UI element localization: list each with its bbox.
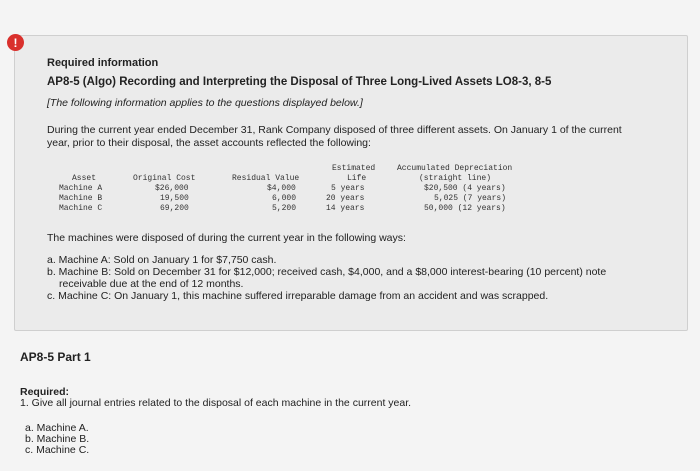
info-note: [The following information applies to the questions displayed below.] [47, 97, 363, 109]
table-row-cost: 19,500 [160, 194, 189, 203]
machine-c-link[interactable]: c. Machine C. [25, 444, 90, 456]
table-row-accum: 5,025 (7 years) [434, 194, 507, 203]
part-heading: AP8-5 Part 1 [20, 350, 91, 364]
table-row-accum: $20,500 (4 years) [424, 184, 506, 193]
header-accumulated-depreciation: Accumulated Depreciation [397, 164, 513, 173]
header-original-cost: Original Cost [133, 174, 196, 183]
table-row-residual: 5,200 [272, 204, 297, 213]
table-row-life: 14 years [326, 204, 365, 213]
table-row-life: 20 years [326, 194, 365, 203]
disposal-item-a: a. Machine A: Sold on January 1 for $7,750 cash. [47, 254, 277, 266]
header-residual-value: Residual Value [232, 174, 300, 183]
required-label: Required: [20, 386, 70, 398]
table-row-accum: 50,000 (12 years) [424, 204, 506, 213]
disposal-item-b: b. Machine B: Sold on December 31 for $12,000; received cash, $4,000, and a $8,000 interest-bearing (10 percent) note [47, 266, 607, 278]
machine-b-link[interactable]: b. Machine B. [25, 433, 90, 445]
header-life: Life [347, 174, 367, 183]
disposal-list [47, 254, 647, 302]
table-row-residual: $4,000 [267, 184, 296, 193]
machine-a-link[interactable]: a. Machine A. [25, 422, 89, 434]
required-information-heading: Required information [47, 57, 159, 69]
header-estimated: Estimated [332, 164, 376, 173]
required-text: 1. Give all journal entries related to the disposal of each machine in the current year. [20, 397, 412, 409]
header-asset: Asset [72, 174, 97, 183]
table-row-asset: Machine C [59, 204, 103, 213]
table-row-asset: Machine A [59, 184, 103, 193]
table-row-asset: Machine B [59, 194, 103, 203]
table-row-cost: 69,200 [160, 204, 189, 213]
intro-paragraph: During the current year ended December 31, Rank Company disposed of three different assets. On January 1 of the current year, prior to their disposal, the asset accounts reflected the following: [47, 124, 622, 149]
disposal-intro: The machines were disposed of during the current year in the following ways: [47, 232, 406, 244]
table-row-life: 5 years [331, 184, 365, 193]
problem-title: AP8-5 (Algo) Recording and Interpreting the Disposal of Three Long-Lived Assets LO8-3, 8-5 [47, 76, 552, 88]
disposal-item-c: c. Machine C: On January 1, this machine suffered irreparable damage from an accident and was scrapped. [47, 290, 549, 302]
alert-icon: ! [7, 34, 24, 51]
header-straight-line: (straight line) [419, 174, 492, 183]
disposal-item-b-continued: receivable due at the end of 12 months. [59, 278, 244, 290]
machine-links [25, 423, 89, 456]
table-row-residual: 6,000 [272, 194, 297, 203]
table-row-cost: $26,000 [155, 184, 189, 193]
